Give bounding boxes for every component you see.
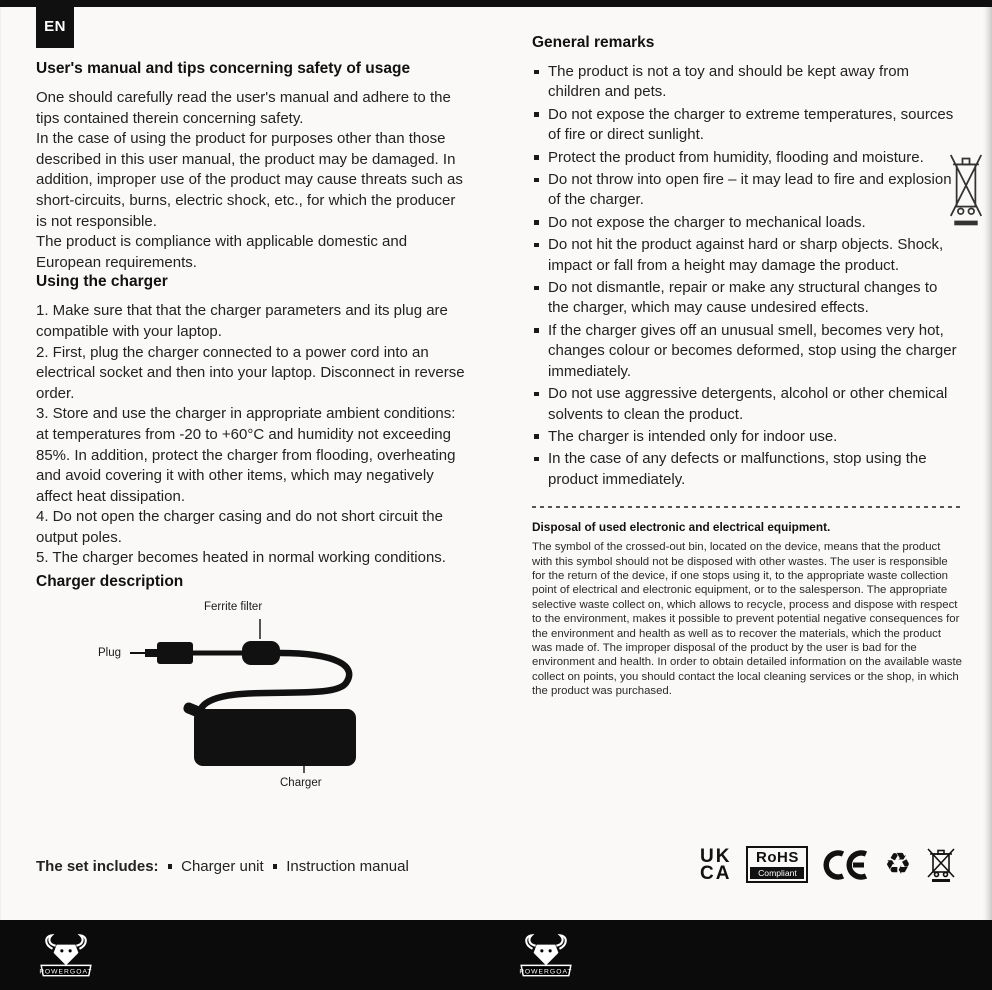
using-charger-steps xyxy=(36,301,470,569)
general-remarks-list xyxy=(532,62,962,490)
footer-bar xyxy=(0,920,992,990)
charger-label: Charger xyxy=(280,777,322,790)
remark-item: Protect the product from humidity, flooding and moisture. xyxy=(532,148,962,168)
set-includes-item: Charger unit xyxy=(181,858,264,875)
charger-diagram xyxy=(36,601,470,793)
general-remarks-heading: General remarks xyxy=(532,34,655,51)
ukca-top: UK xyxy=(700,845,732,867)
rohs-compliant-label: Compliant xyxy=(750,867,804,879)
remark-item: Do not use aggressive detergents, alcohol or other chemical solvents to clean the product. xyxy=(532,384,962,425)
disposal-body: The symbol of the crossed-out bin, located on the device, means that the product with this symbol should not be disposed with other wastes. The user is responsible for the return of the device, if one stops using it, to the appropriate waste collection point of electrical and electronic equipment, or to the salesperson. The appropriate selective waste collect on, which allows to recycle, process and dispose with respect to the environment, makes it possible to prevent potential negative consequences for the environment and health as well as to recover the materials, which the product was made of. The improper disposal of the product by the user is bad for the environment and health. In order to obtain detailed information on the available waste collect on points, you should contact the local cleaning services or the shop, in which the product was purchased. xyxy=(532,541,962,698)
recycle-icon: ♻ xyxy=(884,846,912,882)
step-item: 3. Store and use the charger in appropriate ambient conditions: at temperatures from -20 to +60°C and humidity not exceeding 85%. In addition, protect the charger from flooding, overheating and avoid covering it with other items, which may negatively affect heat dissipation. xyxy=(36,405,456,505)
brand-banner-text: POWERGOAT xyxy=(519,968,573,976)
remark-item: Do not hit the product against hard or sharp objects. Shock, impact or fall from a height may damage the product. xyxy=(532,235,962,276)
right-column xyxy=(532,34,962,699)
powergoat-logo xyxy=(36,932,96,983)
goat-emblem-icon xyxy=(516,932,576,978)
using-charger-heading: Using the charger xyxy=(36,273,168,291)
square-bullet-icon xyxy=(273,864,278,869)
charger-description-heading: Charger description xyxy=(36,573,184,591)
safety-heading: User's manual and tips concerning safety of usage xyxy=(36,60,411,77)
compliance-marks xyxy=(700,846,956,883)
ukca-mark xyxy=(700,845,732,884)
rohs-mark xyxy=(746,846,808,883)
remark-item: The charger is intended only for indoor use. xyxy=(532,427,962,447)
step-item: 4. Do not open the charger casing and do not short circuit the output poles. xyxy=(36,508,443,546)
charger-illustration xyxy=(36,611,470,773)
square-bullet-icon xyxy=(168,864,173,869)
left-column xyxy=(36,60,470,793)
top-border xyxy=(0,0,992,7)
weee-bin-margin-icon xyxy=(948,148,984,230)
set-includes-item: Instruction manual xyxy=(286,858,409,875)
remark-item: The product is not a toy and should be kept away from children and pets. xyxy=(532,62,962,103)
ce-mark-icon xyxy=(823,849,869,881)
remark-item: Do not throw into open fire – it may lead to fire and explosion of the charger. xyxy=(532,170,962,211)
weee-bin-icon xyxy=(926,846,956,883)
remark-item: Do not dismantle, repair or make any structural changes to the charger, which may cause undesired effects. xyxy=(532,278,962,319)
step-item: 1. Make sure that that the charger parameters and its plug are compatible with your laptop. xyxy=(36,302,448,340)
ukca-bottom: CA xyxy=(700,862,732,884)
goat-emblem-icon xyxy=(36,932,96,978)
ferrite-filter-label: Ferrite filter xyxy=(204,601,263,614)
dashed-divider xyxy=(532,506,962,508)
remark-item: Do not expose the charger to extreme temperatures, sources of fire or direct sunlight. xyxy=(532,105,962,146)
set-includes xyxy=(36,858,409,875)
disposal-heading: Disposal of used electronic and electrical equipment. xyxy=(532,520,831,535)
rohs-label: RoHS xyxy=(756,849,799,866)
brand-banner-text: POWERGOAT xyxy=(39,968,93,976)
step-item: 2. First, plug the charger connected to a power cord into an electrical socket and then into your laptop. Disconnect in reverse order. xyxy=(36,343,465,402)
language-badge: EN xyxy=(36,5,74,48)
safety-paragraph: In the case of using the product for purposes other than those described in this user manual, the product may be damaged. In addition, improper use of the product may cause threats such as short-circuits, burns, electric shock, etc., for which the producer is not responsible. xyxy=(36,130,463,230)
powergoat-logo xyxy=(516,932,576,983)
set-includes-label: The set includes: xyxy=(36,858,159,875)
remark-item: Do not expose the charger to mechanical loads. xyxy=(532,213,962,233)
safety-paragraph: One should carefully read the user's manual and adhere to the tips contained therein concerning safety. xyxy=(36,89,451,127)
remark-item: If the charger gives off an unusual smell, becomes very hot, changes colour or becomes deformed, stop using the charger immediately. xyxy=(532,321,962,382)
plug-label: Plug xyxy=(98,647,122,660)
remark-item: In the case of any defects or malfunctions, stop using the product immediately. xyxy=(532,449,962,490)
step-item: 5. The charger becomes heated in normal working conditions. xyxy=(36,549,446,567)
safety-paragraph: The product is compliance with applicable domestic and European requirements. xyxy=(36,233,408,271)
